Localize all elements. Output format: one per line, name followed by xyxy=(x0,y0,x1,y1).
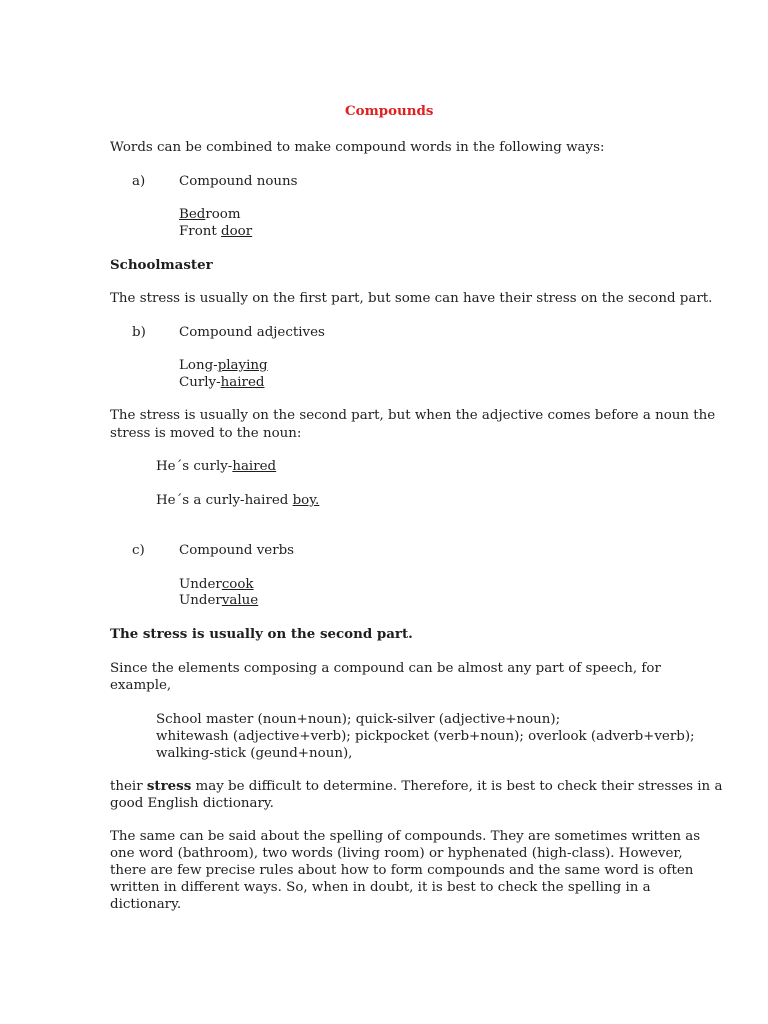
example-hes-curly-haired xyxy=(156,458,276,475)
example-undercook xyxy=(179,576,254,593)
spelling-line-4: written in different ways. So, when in doubt, it is best to check the spelling in a xyxy=(110,880,651,895)
example-curly-haired xyxy=(179,374,264,391)
unstressed-part: Front xyxy=(179,224,222,239)
spelling-line-5: dictionary. xyxy=(110,897,182,912)
section-b-heading: Compound adjectives xyxy=(179,325,325,340)
section-c-heading: Compound verbs xyxy=(179,543,295,558)
unstressed-part: Under xyxy=(179,593,222,608)
spelling-line-3: there are few precise rules about how to form compounds and the same word is often xyxy=(110,863,694,878)
text-part: their xyxy=(110,779,147,794)
stress-line-2: good English dictionary. xyxy=(110,796,274,811)
note-b-line-2: stress is moved to the noun: xyxy=(110,426,302,441)
stressed-part: value xyxy=(221,593,259,608)
unstressed-part: Long- xyxy=(179,358,218,373)
stressed-part: playing xyxy=(217,358,268,373)
since-line-2: example, xyxy=(110,678,172,693)
example-curly-haired-boy xyxy=(156,492,319,509)
spelling-line-1: The same can be said about the spelling of compounds. They are sometimes written as xyxy=(110,829,701,844)
stressed-part: haired xyxy=(232,459,277,474)
unstressed-part: room xyxy=(205,207,241,222)
since-line-1: Since the elements composing a compound can be almost any part of speech, for xyxy=(110,661,661,676)
intro-text: Words can be combined to make compound words in the following ways: xyxy=(110,140,605,155)
stressed-part: haired xyxy=(220,375,265,390)
examples-line-1: School master (noun+noun); quick-silver (adjective+noun); xyxy=(156,712,561,727)
stressed-part: boy. xyxy=(292,493,320,508)
note-b-line-1: The stress is usually on the second part, but when the adjective comes before a noun the xyxy=(110,408,716,423)
stress-bold-word: stress xyxy=(146,778,192,794)
stress-line-1 xyxy=(110,778,722,795)
examples-line-3: walking-stick (geund+noun), xyxy=(156,746,353,761)
examples-line-2: whitewash (adjective+verb); pickpocket (verb+noun); overlook (adverb+verb); xyxy=(156,729,695,744)
section-c-marker: c) xyxy=(132,543,145,558)
stressed-part: cook xyxy=(221,577,254,592)
schoolmaster-heading: Schoolmaster xyxy=(110,257,213,273)
example-front-door xyxy=(179,223,252,240)
text-part: may be difficult to determine. Therefore, it is best to check their stresses in a xyxy=(191,779,723,794)
note-c: The stress is usually on the second part. xyxy=(110,626,413,642)
section-a-marker: a) xyxy=(132,174,146,189)
unstressed-part: Under xyxy=(179,577,222,592)
example-bedroom xyxy=(179,206,241,223)
stressed-part: door xyxy=(221,224,253,239)
note-a: The stress is usually on the first part, but some can have their stress on the second part. xyxy=(110,291,713,306)
section-a-heading: Compound nouns xyxy=(179,174,298,189)
spelling-line-2: one word (bathroom), two words (living room) or hyphenated (high-class). However, xyxy=(110,846,683,861)
unstressed-part: Curly- xyxy=(179,375,221,390)
stressed-part: Bed xyxy=(179,207,206,222)
unstressed-part: He´s curly- xyxy=(156,459,233,474)
unstressed-part: He´s a curly-haired xyxy=(156,493,293,508)
document-title: Compounds xyxy=(345,103,434,119)
example-long-playing xyxy=(179,357,268,374)
example-undervalue xyxy=(179,592,258,609)
section-b-marker: b) xyxy=(132,325,146,340)
